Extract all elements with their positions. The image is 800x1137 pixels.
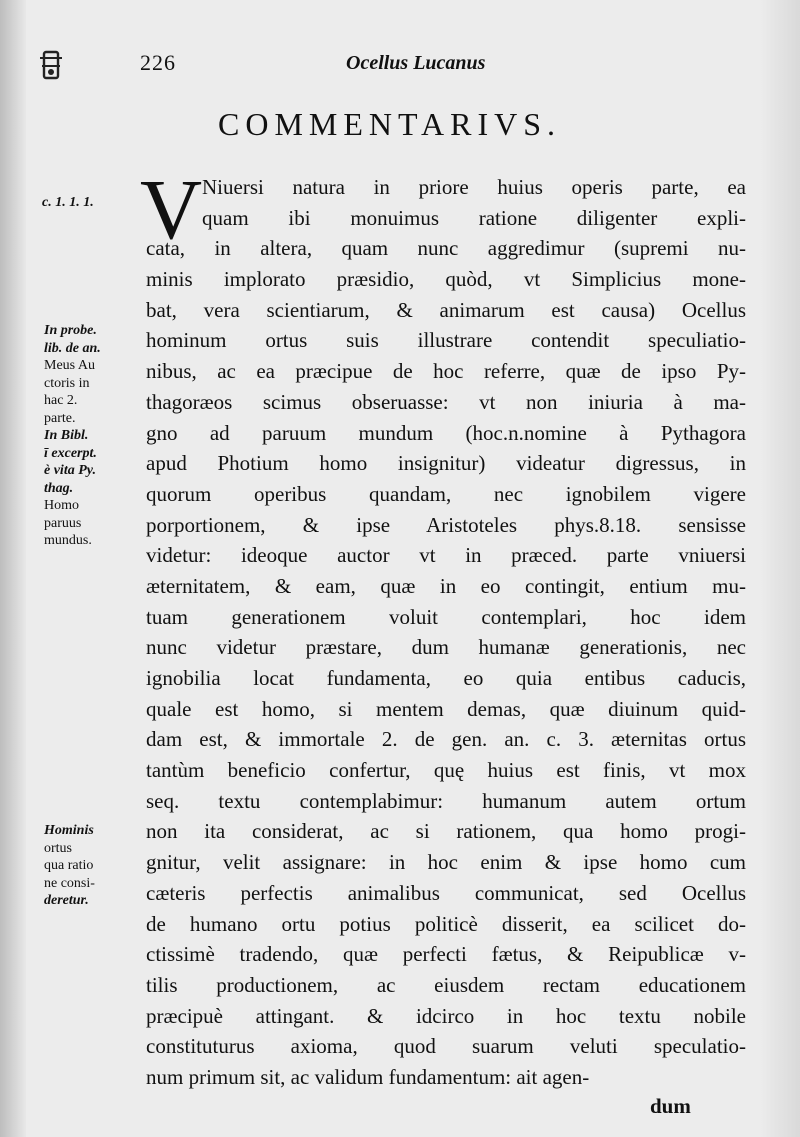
page-number: 226 [140, 50, 176, 75]
text-line: bat, vera scientiarum, & animarum est causa) Ocellus [146, 297, 746, 322]
text-line: videtur: ideoque auctor vt in præced. parte vniuersi [146, 543, 746, 568]
library-stamp-icon [36, 48, 66, 82]
drop-cap: V [140, 161, 203, 257]
text-line: dam est, & immortale 2. de gen. an. c. 3. æternitas ortus [146, 727, 746, 752]
margin-note-line: qua ratio [44, 858, 94, 873]
text-line: tilis productionem, ac eiusdem rectam educationem [146, 972, 746, 997]
margin-note-line: ortus [44, 840, 72, 856]
text-line: non ita considerat, ac si rationem, qua homo progi- [146, 819, 746, 844]
text-line: de humano ortu potius politicè disserit, ea scilicet do- [146, 911, 746, 936]
text-line: num primum sit, ac validum fundamentum: ait agen- [146, 1064, 590, 1089]
margin-note-line: lib. de an. [44, 340, 101, 356]
margin-note-line: parte. [44, 410, 76, 426]
margin-note-line: Hominis [44, 823, 94, 838]
text-line: gno ad paruum mundum (hoc.n.nomine à Pythagora [146, 420, 746, 445]
text-line: quale est homo, si mentem demas, quæ diuinum quid- [146, 696, 746, 721]
text-line: nibus, ac ea præcipue de hoc referre, quæ de ipso Py- [146, 359, 746, 384]
margin-note-line: Meus Au [44, 358, 95, 373]
section-title: COMMENTARIVS. [218, 106, 562, 142]
text-line: porportionem, & ipse Aristoteles phys.8.18. sensisse [146, 512, 746, 537]
margin-note-line: ctoris in [44, 375, 90, 391]
text-line: hominum ortus suis illustrare contendit speculiatio- [146, 328, 746, 353]
text-line: Niuersi natura in priore huius operis parte, ea [202, 175, 746, 199]
margin-note-line: thag. [44, 480, 74, 496]
commentary-body [146, 172, 746, 1093]
text-line: seq. textu contemplabimur: humanum autem ortum [146, 788, 746, 813]
text-line: tantùm beneficio confertur, quę huius est finis, vt mox [146, 758, 746, 783]
margin-note-line: deretur. [44, 893, 89, 908]
text-line: minis implorato præsidio, quòd, vt Simplicius mone- [146, 267, 746, 292]
text-line: ignobilia locat fundamenta, eo quia entibus caducis, [146, 666, 746, 690]
margin-note-line: hac 2. [44, 393, 78, 408]
margin-note-line: Homo [44, 498, 79, 513]
margin-note-sources [44, 322, 101, 550]
text-line: quorum operibus quandam, nec ignobilem vigere [146, 481, 746, 506]
margin-note-reference [42, 194, 94, 212]
margin-note-line: ne consi- [44, 875, 95, 891]
margin-note-line: ī excerpt. [44, 445, 97, 461]
text-line: tuam generationem voluit contemplari, hoc idem [146, 604, 746, 629]
margin-note-hominis [44, 822, 95, 910]
text-line: gnitur, velit assignare: in hoc enim & ipse homo cum [146, 850, 746, 875]
running-head: Ocellus Lucanus [346, 52, 486, 74]
text-line: ctissimè tradendo, quæ perfecti fætus, & Reipublicæ v- [146, 942, 746, 967]
text-line: nunc videtur præstare, dum humanæ generationis, nec [146, 635, 746, 660]
margin-note-line: In probe. [44, 323, 97, 338]
text-line: præcipuè attingant. & idcirco in hoc textu nobile [146, 1003, 746, 1028]
catchword: dum [650, 1094, 691, 1118]
text-line: thagoræos scimus obseruasse: vt non iniuria à ma- [146, 389, 746, 414]
text-line: apud Photium homo insignitur) videatur digressus, in [146, 451, 746, 476]
margin-note-line: In Bibl. [44, 428, 89, 443]
margin-note-line: è vita Py. [44, 463, 96, 478]
margin-note-line: c. 1. 1. 1. [42, 195, 94, 210]
margin-note-line: mundus. [44, 533, 92, 548]
text-line: constituturus axioma, quod suarum veluti speculatio- [146, 1034, 746, 1059]
text-line: cæteris perfectis animalibus communicat, sed Ocellus [146, 880, 746, 905]
text-line: cata, in altera, quam nunc aggredimur (supremi nu- [146, 236, 746, 261]
text-line: æternitatem, & eam, quæ in eo contingit, entium mu- [146, 573, 746, 598]
margin-note-line: paruus [44, 515, 82, 531]
text-line: quam ibi monuimus ratione diligenter expli- [202, 205, 746, 230]
